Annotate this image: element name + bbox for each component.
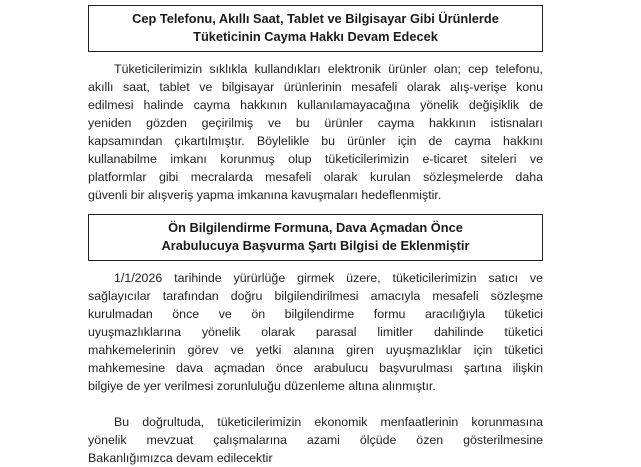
document-page	[88, 5, 543, 467]
heading-line: Tüketicinin Cayma Hakkı Devam Edecek	[193, 29, 438, 44]
paragraph-line: mahkemesine dava açmadan önce arabulucu başvurulması şartına ilişkin	[88, 361, 543, 375]
paragraph-line: platformlar gibi mecralarda mesafeli olarak kurulan sözleşmelerde daha	[88, 170, 543, 184]
paragraph-line: güvenli bir alışveriş yapma imkanına kavuşmaları hedeflenmiştir.	[88, 188, 442, 202]
paragraph-line: sağlayıcılar tarafından doğru bilgilendirilmesi amacıyla mesafeli sözleşme	[88, 289, 543, 303]
paragraph-line: kurulmadan önce ve ön bilgilendirme formu aracılığıyla tüketici	[88, 307, 543, 321]
heading-line: Cep Telefonu, Akıllı Saat, Tablet ve Bilgisayar Gibi Ürünlerde	[132, 11, 499, 26]
paragraph-line: Tüketicilerimizin sıklıkla kullandıkları elektronik ürünler olan; cep telefonu,	[114, 62, 543, 76]
paragraph-line: Bu doğrultuda, tüketicilerimizin ekonomik menfaatlerinin korunmasına	[114, 415, 543, 429]
paragraph-line: akıllı saat, tablet ve bilgisayar ürünlerinin mesafeli olarak alış-verişe konu	[88, 80, 543, 94]
paragraph-line: kullanabilme imkanı korunmuş olup tüketicilerimizin e-ticaret siteleri ve	[88, 152, 543, 166]
heading-line: Arabulucuya Başvurma Şartı Bilgisi de Eklenmiştir	[161, 238, 470, 253]
paragraph-line: yönelik mevzuat çalışmalarına azami ölçüde özen gösterilmesine	[88, 433, 543, 447]
paragraph-line: kapsamından çıkartılmıştır. Böylelikle bu ürünler için de cayma hakkını	[88, 134, 543, 148]
paragraph-arabulucu	[88, 269, 543, 395]
paragraph-line: mahkemelerinin görev ve yetki alanına giren uyuşmazlıklar için tüketici	[88, 343, 543, 357]
paragraph-line: uyuşmazlıklarına yönelik olarak parasal limitler dahilinde tüketici	[88, 325, 543, 339]
section-heading-cayma-hakki	[88, 5, 543, 52]
section-heading-on-bilgilendirme	[88, 214, 543, 261]
paragraph-line: 1/1/2026 tarihinde yürürlüğe girmek üzere, tüketicilerimizin satıcı ve	[114, 271, 543, 285]
paragraph-line: Bakanlığımızca devam edilecektir	[88, 451, 273, 465]
paragraph-line: bilgiye de yer verilmesi zorunluluğu düzenleme altına alınmıştır.	[88, 379, 436, 393]
heading-line: Ön Bilgilendirme Formuna, Dava Açmadan Önce	[168, 220, 463, 235]
paragraph-bakanlik	[88, 413, 543, 467]
paragraph-cayma-hakki	[88, 60, 543, 204]
paragraph-line: yeniden gözden geçirilmiş ve bu ürünler cayma hakkının istisnaları	[88, 116, 543, 130]
paragraph-line: edilmesi halinde cayma hakkının kullanılamayacağına yönelik değişiklik de	[88, 98, 543, 112]
